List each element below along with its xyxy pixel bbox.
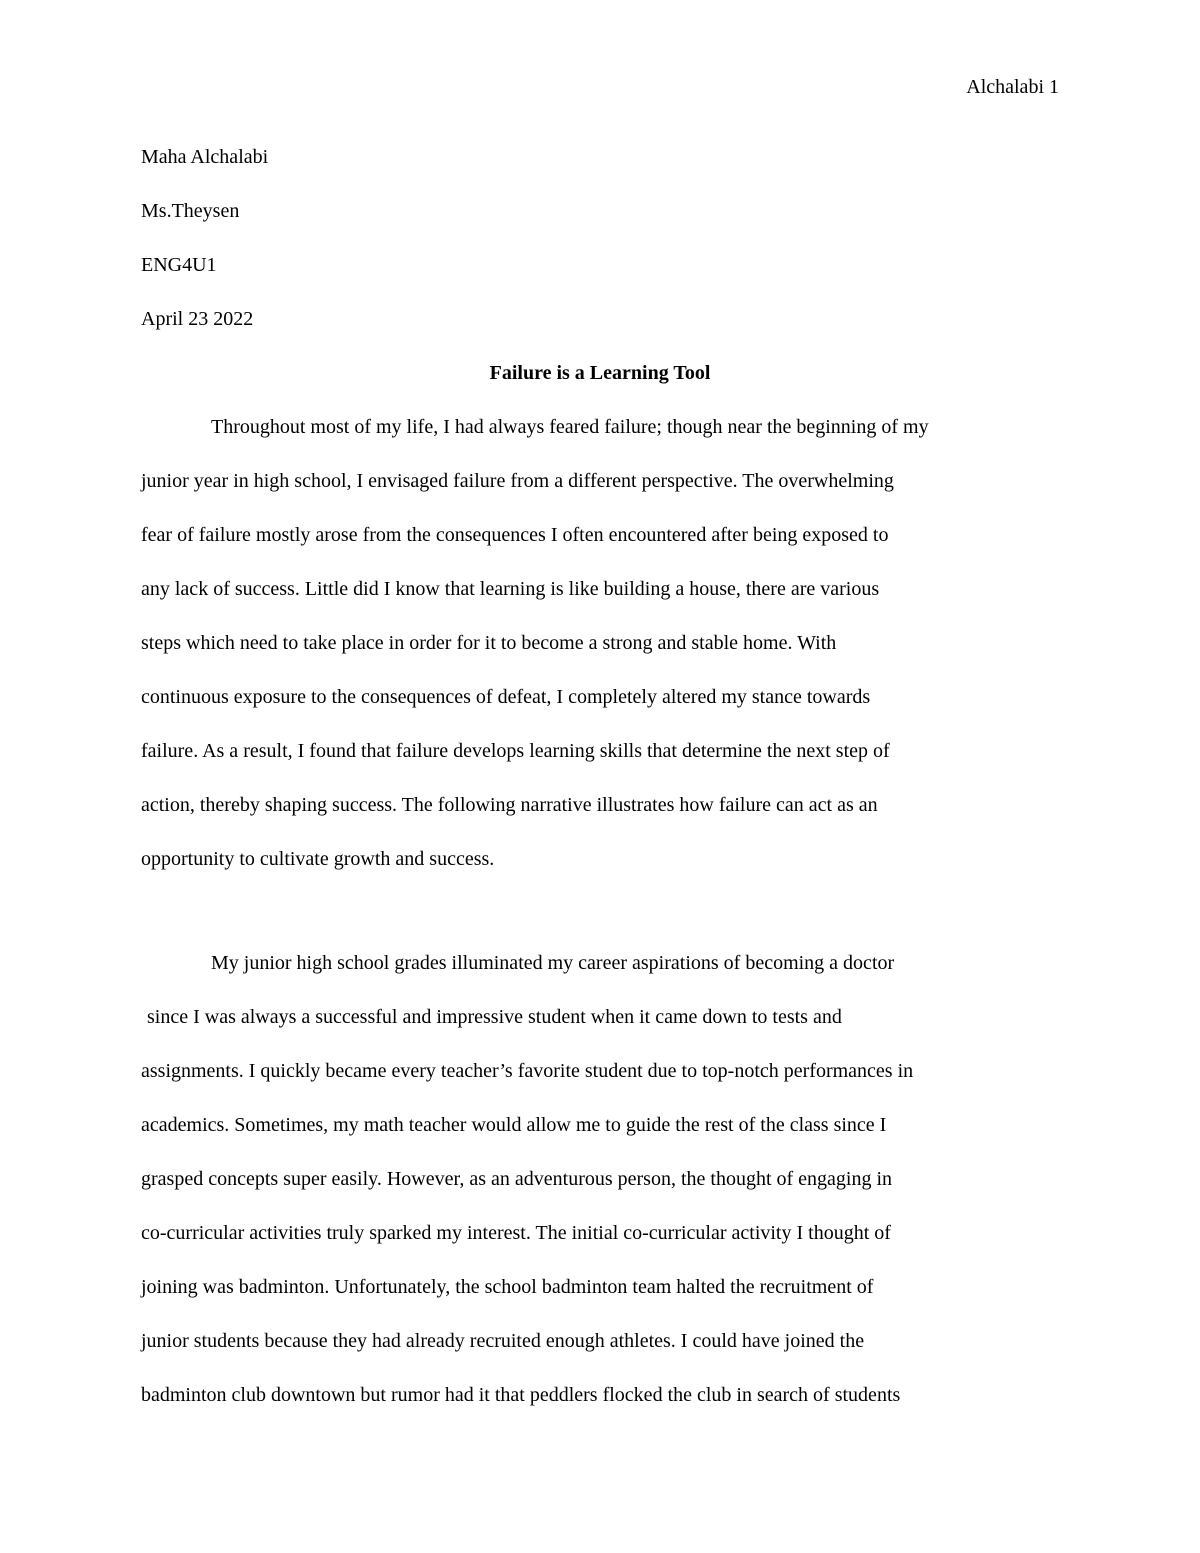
paragraph-line: academics. Sometimes, my math teacher would allow me to guide the rest of the class since I bbox=[141, 1114, 887, 1136]
running-head: Alchalabi 1 bbox=[966, 76, 1059, 98]
paragraph-1 bbox=[141, 400, 1059, 886]
essay-title: Failure is a Learning Tool bbox=[489, 362, 711, 384]
paragraph-line: co-curricular activities truly sparked my interest. The initial co-curricular activity I thought of bbox=[141, 1222, 891, 1244]
paragraph-line: Throughout most of my life, I had always feared failure; though near the beginning of my bbox=[211, 416, 929, 438]
paragraph-line: assignments. I quickly became every teacher’s favorite student due to top-notch performances in bbox=[141, 1060, 914, 1082]
paragraph-line: junior year in high school, I envisaged failure from a different perspective. The overwhelming bbox=[141, 470, 894, 492]
paragraph-line: grasped concepts super easily. However, as an adventurous person, the thought of engaging in bbox=[141, 1168, 893, 1190]
paragraph-line: failure. As a result, I found that failure develops learning skills that determine the next step of bbox=[141, 740, 890, 762]
paragraph-line: action, thereby shaping success. The following narrative illustrates how failure can act as an bbox=[141, 794, 878, 816]
paragraph-line: since I was always a successful and impressive student when it came down to tests and bbox=[147, 1006, 842, 1028]
mla-heading bbox=[141, 130, 1059, 346]
course-code: ENG4U1 bbox=[141, 254, 217, 276]
paragraph-line: joining was badminton. Unfortunately, the school badminton team halted the recruitment of bbox=[141, 1276, 874, 1298]
essay-date: April 23 2022 bbox=[141, 308, 254, 330]
paragraph-line: opportunity to cultivate growth and success. bbox=[141, 848, 495, 870]
paragraph-line: continuous exposure to the consequences of defeat, I completely altered my stance towards bbox=[141, 686, 871, 708]
paragraph-line: fear of failure mostly arose from the consequences I often encountered after being exposed to bbox=[141, 524, 889, 546]
paragraph-line: any lack of success. Little did I know that learning is like building a house, there are various bbox=[141, 578, 880, 600]
paragraph-2 bbox=[141, 936, 1059, 1422]
paragraph-line: My junior high school grades illuminated my career aspirations of becoming a doctor bbox=[211, 952, 895, 974]
paragraph-line: steps which need to take place in order for it to become a strong and stable home. With bbox=[141, 632, 837, 654]
paragraph-line: junior students because they had already recruited enough athletes. I could have joined the bbox=[141, 1330, 865, 1352]
student-name: Maha Alchalabi bbox=[141, 146, 269, 168]
teacher-name: Ms.Theysen bbox=[141, 200, 240, 222]
paragraph-line: badminton club downtown but rumor had it that peddlers flocked the club in search of students bbox=[141, 1384, 901, 1406]
